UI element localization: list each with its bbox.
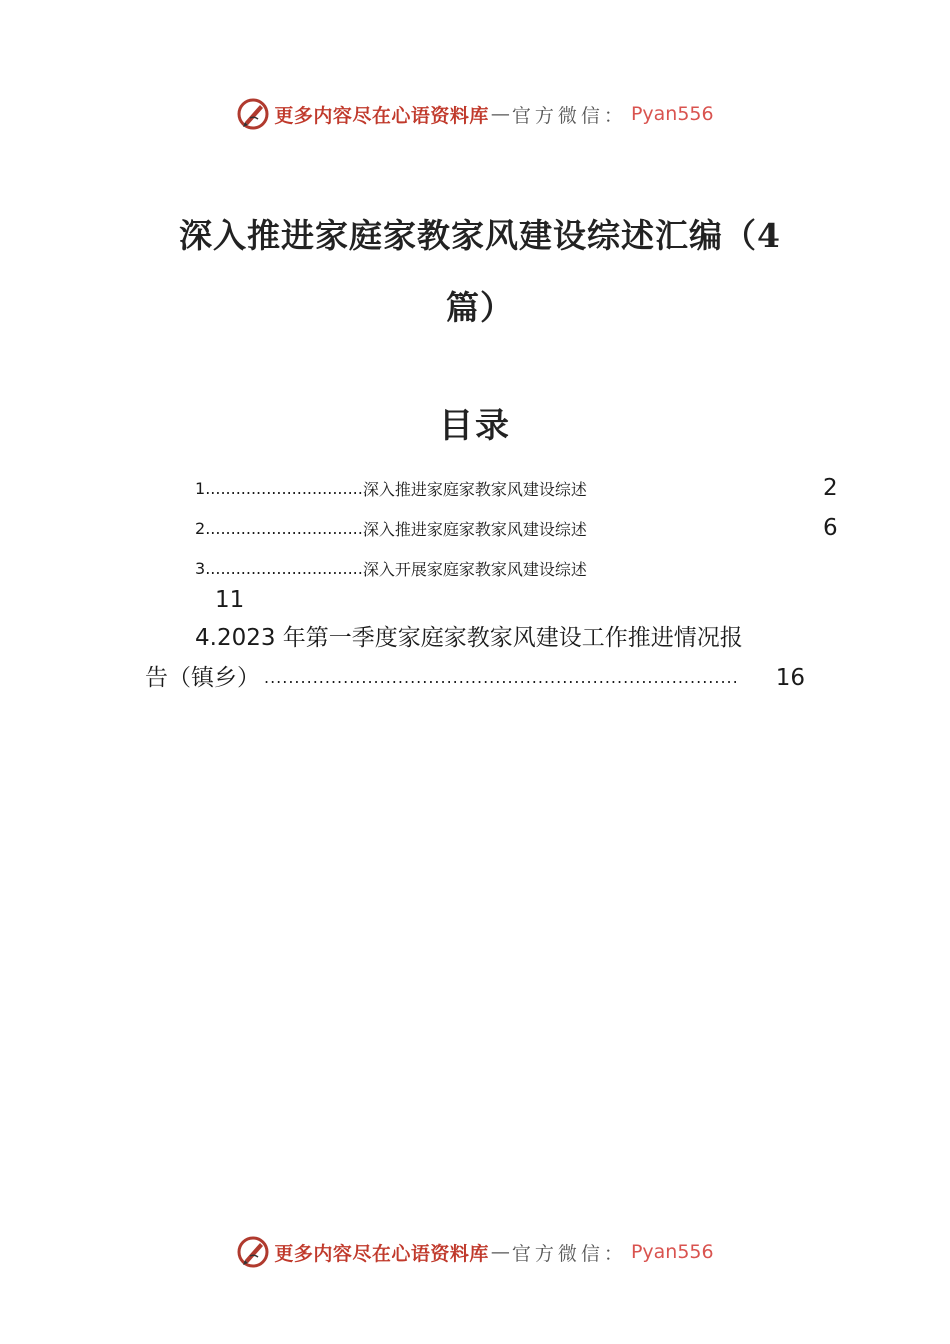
- toc-item-1-page: 2: [823, 475, 838, 501]
- watermark-separator: —: [490, 103, 510, 125]
- toc-item-text: 深入推进家庭家教家风建设综述: [362, 519, 587, 539]
- toc-item-text: 深入开展家庭家教家风建设综述: [362, 559, 587, 579]
- toc-item-1[interactable]: [195, 470, 587, 506]
- toc-item-3-page: 11: [215, 587, 245, 613]
- toc-leader-dots: ...............................: [205, 518, 363, 538]
- pen-seal-logo-icon: [236, 97, 270, 131]
- watermark-label: 官方微信：: [511, 1242, 627, 1265]
- toc-item-4-text-tail: 告（镇乡）: [145, 665, 260, 691]
- toc-item-4-line-1[interactable]: 4.2023 年第一季度家庭家教家风建设工作推进情况报: [195, 625, 743, 651]
- toc-item-text: 深入推进家庭家教家风建设综述: [362, 479, 587, 499]
- watermark-banner-top: [0, 92, 950, 136]
- watermark-separator: —: [490, 1241, 510, 1263]
- watermark-brand-text: 更多内容尽在心语资料库: [274, 104, 489, 127]
- watermark-banner-bottom: [0, 1230, 950, 1274]
- watermark-brand-text: 更多内容尽在心语资料库: [274, 1242, 489, 1265]
- toc-item-4-page: 16: [775, 665, 805, 691]
- watermark-wechat-id: Pyan556: [630, 103, 714, 125]
- toc-heading: 目录: [439, 406, 511, 446]
- title-line-2: 篇）: [446, 288, 514, 327]
- pen-seal-logo-icon: [236, 1235, 270, 1269]
- toc-item-number: 3: [195, 558, 206, 578]
- toc-leader-dots: ...............................: [205, 478, 363, 498]
- watermark-label: 官方微信：: [511, 104, 627, 127]
- toc-item-number: 2: [195, 518, 206, 538]
- document-title: [150, 200, 810, 344]
- toc-leader-dots: ...............................: [205, 558, 363, 578]
- toc-item-2[interactable]: [195, 510, 587, 546]
- toc-leader-dots: ..............................................................................: [264, 668, 739, 687]
- toc-item-number: 1: [195, 478, 206, 498]
- toc-item-2-page: 6: [823, 515, 838, 541]
- watermark-wechat-id: Pyan556: [630, 1241, 714, 1263]
- toc-item-4-line-2[interactable]: [145, 660, 805, 696]
- toc-item-3[interactable]: [195, 550, 587, 586]
- title-line-1: 深入推进家庭家教家风建设综述汇编（4: [179, 216, 781, 255]
